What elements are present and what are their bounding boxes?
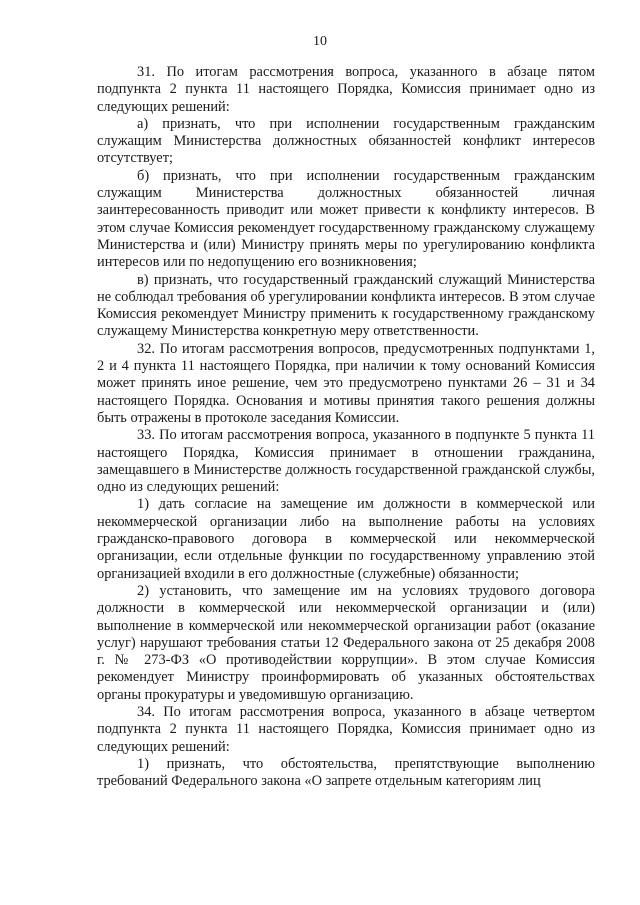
paragraph-31-a: а) признать, что при исполнении государственным гражданским служащим Министерства должностных обязанностей конфликт интересов отсутствует; — [97, 115, 595, 167]
paragraph-34: 34. По итогам рассмотрения вопроса, указанного в абзаце четвертом подпункта 2 пункта 11 настоящего Порядка, Комиссия принимает одно из следующих решений: — [97, 703, 595, 755]
paragraph-32: 32. По итогам рассмотрения вопросов, предусмотренных подпунктами 1, 2 и 4 пункта 11 настоящего Порядка, при наличии к тому оснований Комиссия может принять иное решение, чем это предусмотрено пунктами 26 – 31 и 34 настоящего Порядка. Основания и мотивы принятия такого решения должны быть отражены в протоколе заседания Комиссии. — [97, 340, 595, 426]
paragraph-31-b: б) признать, что при исполнении государственным гражданским служащим Министерства должностных обязанностей личная заинтересованность приводит или может привести к конфликту интересов. В этом случае Комиссия рекомендует государственному гражданскому служащему Министерства и (или) Министру принять меры по урегулированию конфликта интересов или по недопущению его возникновения; — [97, 167, 595, 271]
paragraph-31: 31. По итогам рассмотрения вопроса, указанного в абзаце пятом подпункта 2 пункта 11 настоящего Порядка, Комиссия принимает одно из следующих решений: — [97, 64, 595, 115]
body-text — [97, 64, 595, 790]
paragraph-33-1: 1) дать согласие на замещение им должности в коммерческой или некоммерческой организации либо на выполнение работы на условиях гражданско-правового договора в коммерческой или некоммерческой организации, если отдельные функции по государственному управлению этой организацией входили в его должностные (служебные) обязанности; — [97, 496, 595, 582]
paragraph-33-2: 2) установить, что замещение им на условиях трудового договора должности в коммерческой или некоммерческой организации и (или) выполнение в коммерческой или некоммерческой организации работ (оказание услуг) нарушают требования статьи 12 Федерального закона от 25 декабря 2008 г. № 273-ФЗ «О противодействии коррупции». В этом случае Комиссия рекомендует Министру проинформировать об указанных обстоятельствах органы прокуратуры и уведомившую организацию. — [97, 582, 595, 703]
paragraph-33: 33. По итогам рассмотрения вопроса, указанного в подпункте 5 пункта 11 настоящего Порядка, Комиссия принимает в отношении гражданина, замещавшего в Министерстве должность государственной гражданской службы, одно из следующих решений: — [97, 427, 595, 496]
page-number: 10 — [313, 34, 327, 49]
paragraph-34-1: 1) признать, что обстоятельства, препятствующие выполнению требований Федерального закона «О запрете отдельным категориям лиц — [97, 755, 595, 790]
paragraph-31-v: в) признать, что государственный гражданский служащий Министерства не соблюдал требования об урегулировании конфликта интересов. В этом случае Комиссия рекомендует Министру применить к государственному гражданскому служащему Министерства конкретную меру ответственности. — [97, 271, 595, 340]
